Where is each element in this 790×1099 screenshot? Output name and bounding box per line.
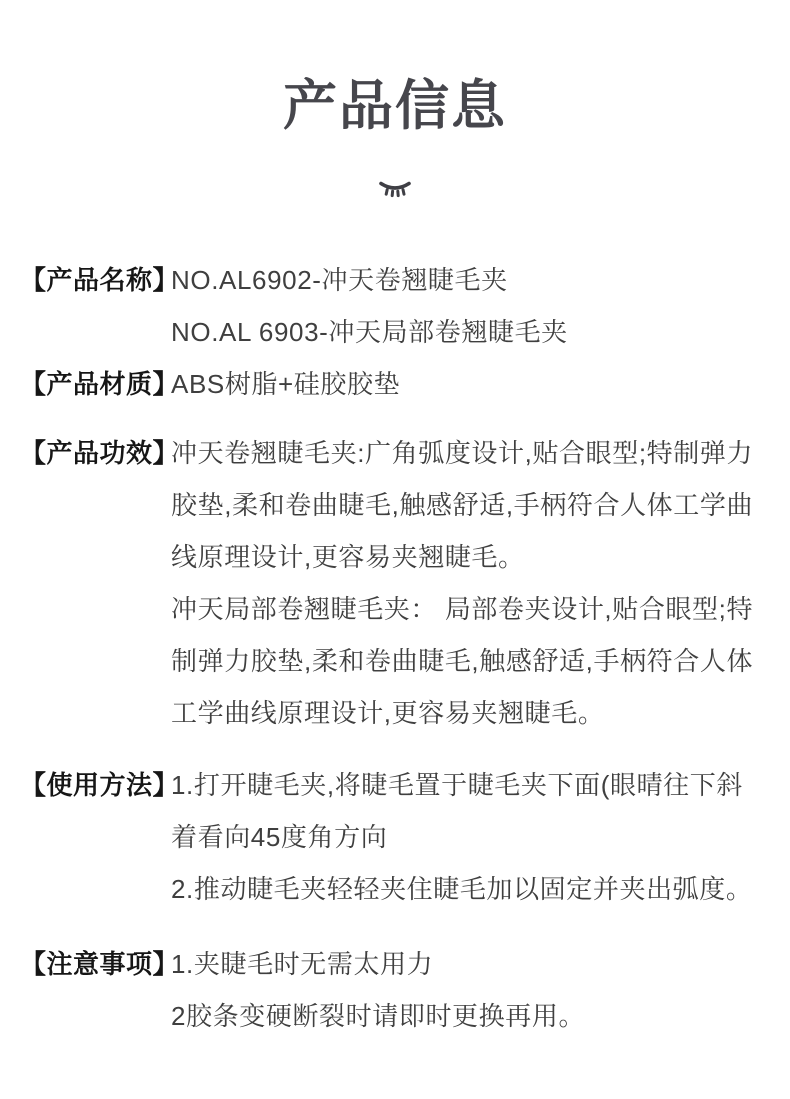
section-precautions: [0, 938, 790, 1042]
text-line: 工学曲线原理设计,更容易夹翘睫毛。: [171, 698, 605, 728]
section-value: [171, 938, 772, 1042]
text-line: NO.AL6902-冲天卷翘睫毛夹: [171, 265, 508, 295]
text-line: 制弹力胶垫,柔和卷曲睫毛,触感舒适,手柄符合人体: [171, 646, 754, 676]
section-usage-method: [0, 759, 790, 915]
divider-row: [0, 181, 790, 201]
text-line: ABS树脂+硅胶胶垫: [171, 369, 401, 399]
section-product-effect: [0, 427, 790, 739]
section-label: 【产品名称】: [20, 265, 180, 295]
page-title: 产品信息: [283, 76, 507, 136]
text-line: NO.AL 6903-冲天局部卷翘睫毛夹: [171, 317, 568, 347]
text-line: 冲天卷翘睫毛夹:广角弧度设计,贴合眼型;特制弹力: [171, 438, 754, 468]
text-line: 着看向45度角方向: [171, 822, 388, 852]
text-line: 2.推动睫毛夹轻轻夹住睫毛加以固定并夹出弧度。: [171, 874, 753, 904]
text-line: 线原理设计,更容易夹翘睫毛。: [171, 542, 525, 572]
section-value: [171, 427, 772, 739]
section-value: [171, 254, 772, 358]
text-line: 1.打开睫毛夹,将睫毛置于睫毛夹下面(眼晴往下斜: [171, 770, 743, 800]
section-label: 【产品功效】: [20, 438, 180, 468]
section-product-name: [0, 254, 790, 358]
section-label: 【注意事项】: [20, 949, 180, 979]
text-line: 胶垫,柔和卷曲睫毛,触感舒适,手柄符合人体工学曲: [171, 490, 754, 520]
section-label: 【使用方法】: [20, 770, 180, 800]
section-value: [171, 358, 772, 410]
text-line: 1.夹睫毛时无需太用力: [171, 949, 434, 979]
section-value: [171, 759, 772, 915]
text-line: 冲天局部卷翘睫毛夹： 局部卷夹设计,贴合眼型;特: [171, 594, 754, 624]
section-label: 【产品材质】: [20, 369, 180, 399]
section-product-material: [0, 358, 790, 410]
closed-eye-lashes-icon: [378, 179, 412, 204]
text-line: 2胶条变硬断裂时请即时更换再用。: [171, 1001, 586, 1031]
